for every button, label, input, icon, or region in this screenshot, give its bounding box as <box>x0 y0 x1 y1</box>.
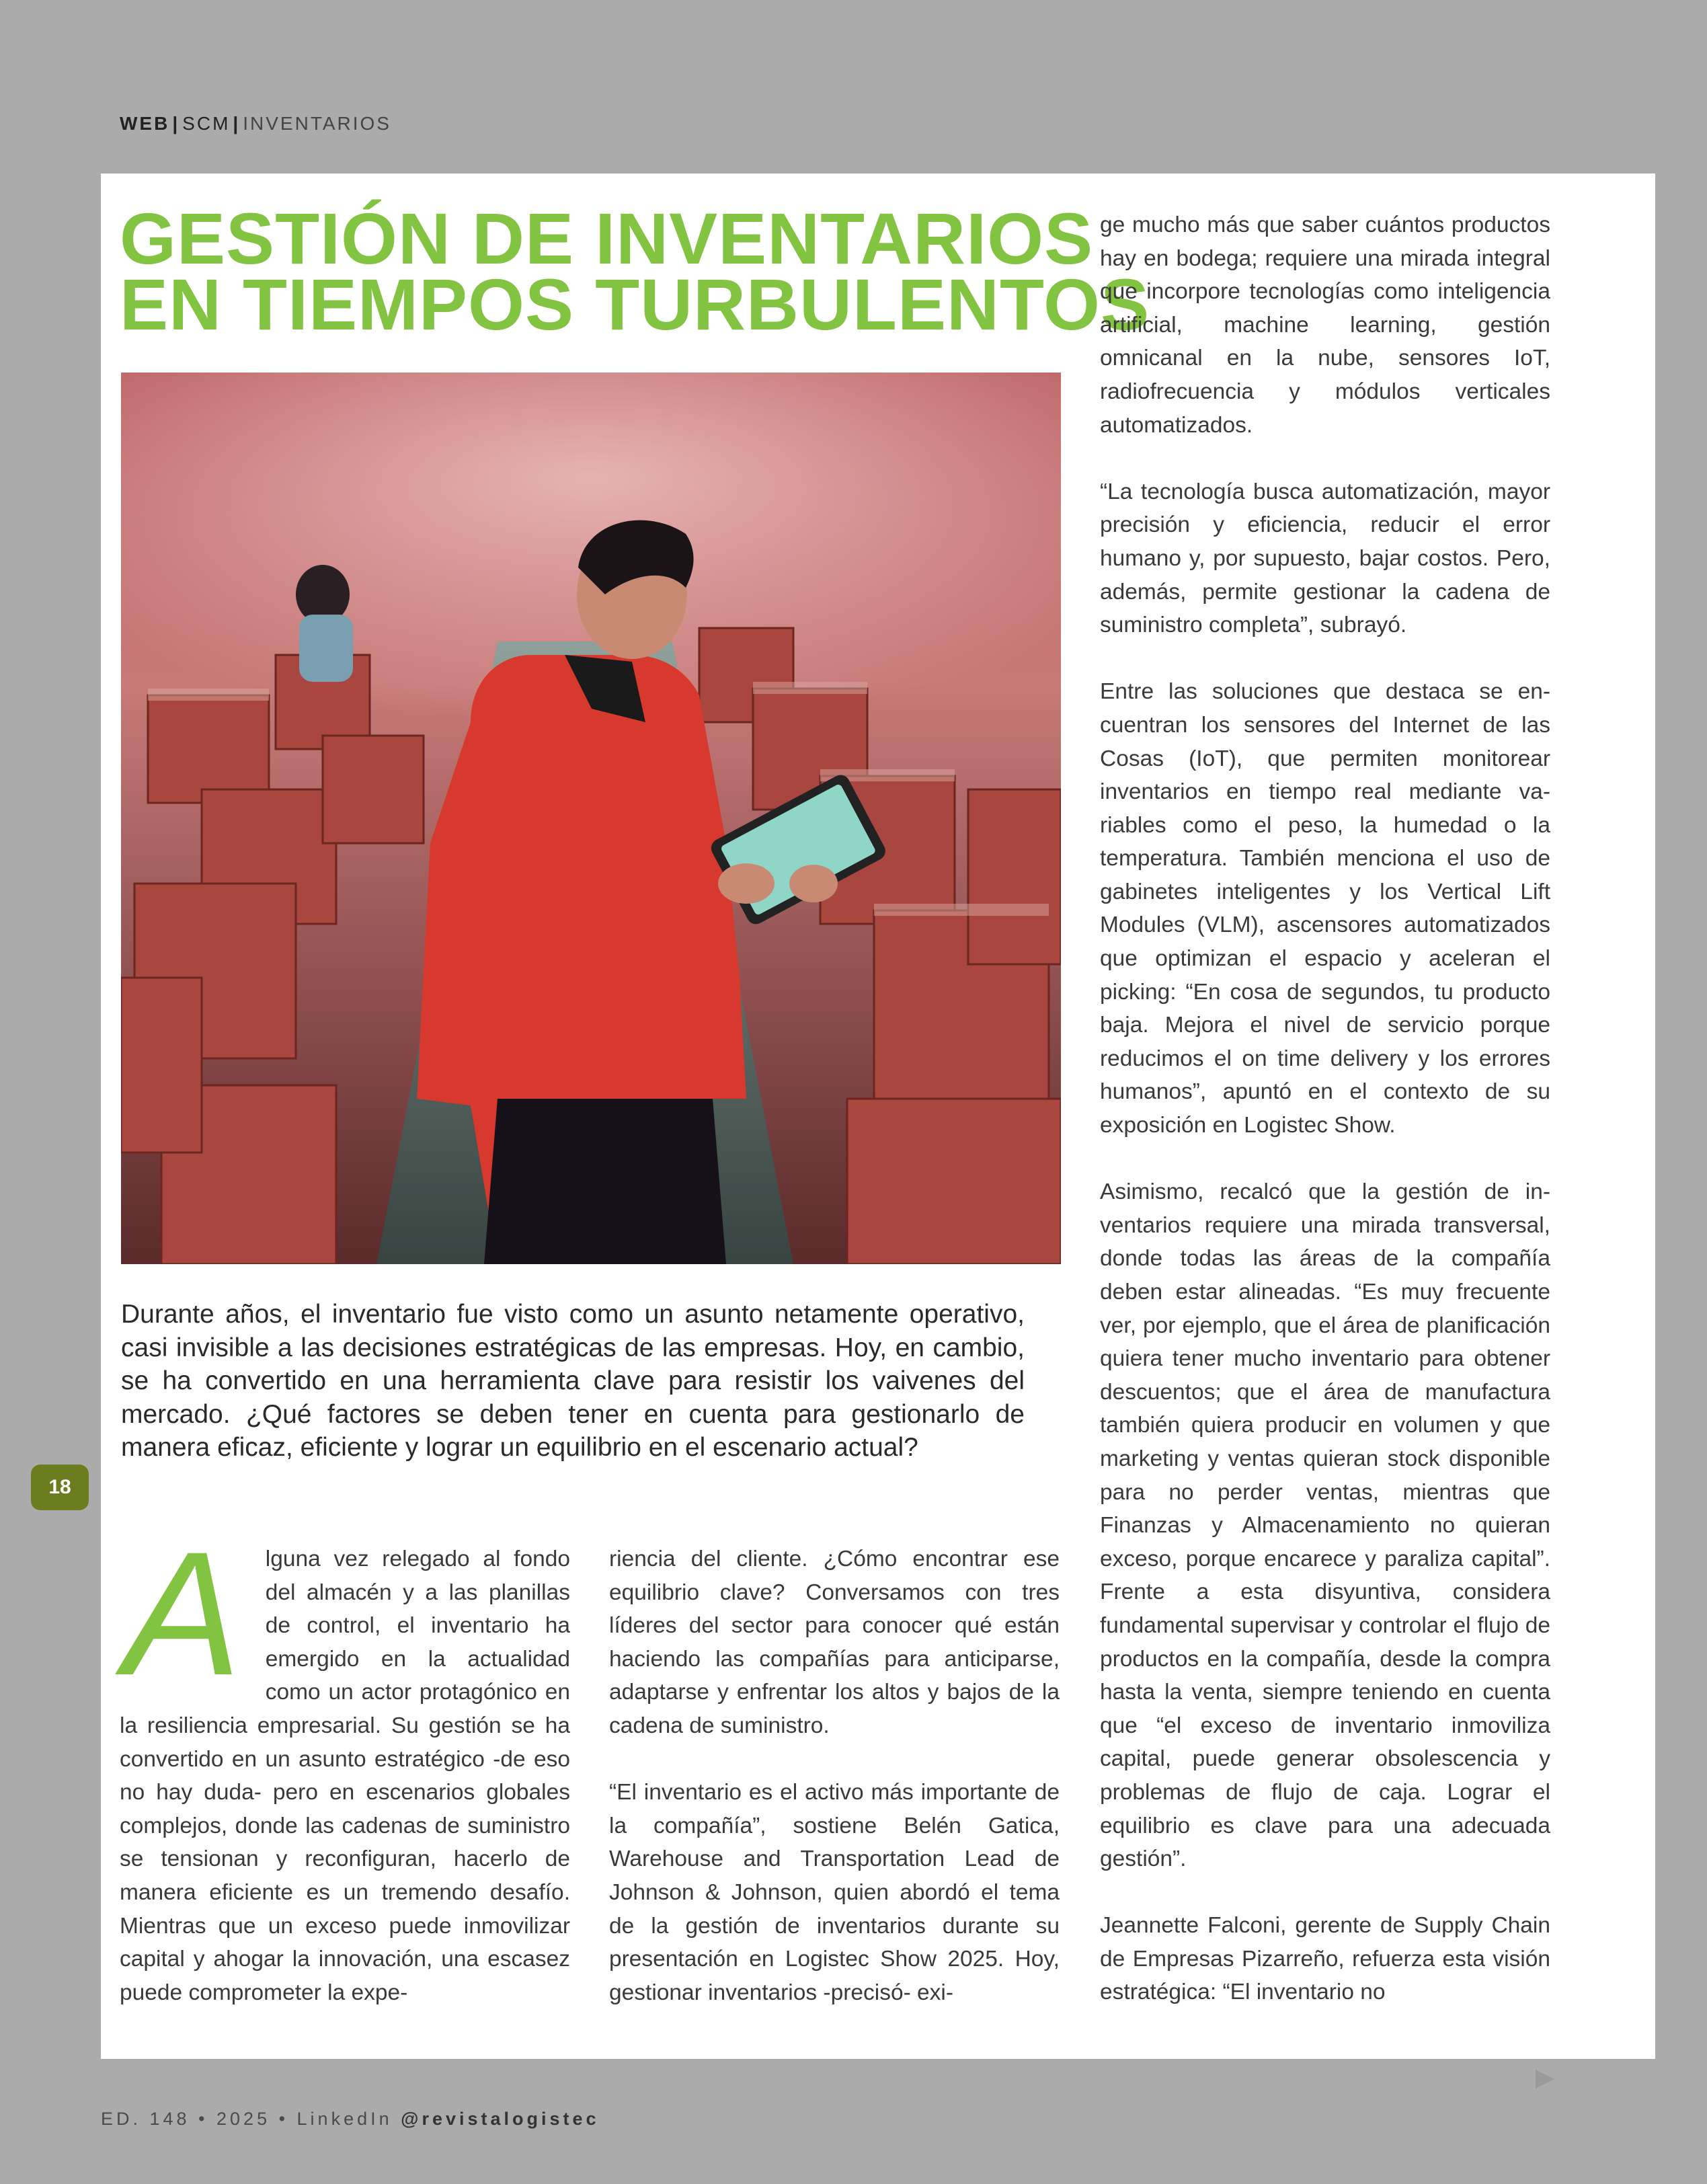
paragraph <box>120 1515 570 2009</box>
footer <box>101 2109 600 2130</box>
paragraph: Entre las soluciones que destaca se encuentran los sensores del Internet de las Cosas (IoT), que permiten monitorear inventarios en tiempo real mediante variables como el peso, la humedad o la temperatura. También menciona el uso de gabinetes inteligentes y los Vertical Lift Modules (VLM), ascensores automatizados que optimizan el espacio y aceleran el picking: “En cosa de segundos, tu producto baja. Mejora el nivel de servicio porque reducimos el on time delivery y los errores humanos”, apuntó en el contexto de su exposición en Logistec Show. <box>1100 679 1550 1138</box>
section-separator: | <box>172 113 180 134</box>
title-line-1: GESTIÓN DE INVENTARIOS <box>120 198 1094 279</box>
paragraph: ge mucho más que saber cuántos productos hay en bodega; requiere una mirada integral que incorpore tecnologías como inteligencia artificial, machine learning, gestión omnicanal en la nube, sensores IoT, radiofrecuencia y módulos verticales automatizados. <box>1100 212 1550 438</box>
article-column-1 <box>120 1515 570 2009</box>
article-lead: Durante años, el inventario fue visto como un asunto netamente operativo, casi invisible a las decisiones estratégicas de las empresas. Hoy, en cambio, se ha convertido en una herramienta clave para resistir los vaivenes del mercado. ¿Qué factores se deben tener en cuenta para gestionarlo de manera eficaz, eficiente y lograr un equilibrio en el escenario actual? <box>121 1300 1025 1462</box>
paragraph: “El inventario es el activo más importante de la compañía”, sostiene Belén Gatica, Warehouse and Transportation Lead de Johnson & Johnson, quien abordó el tema de la gestión de inventarios durante su presentación en Logistec Show 2025. Hoy, gestionar inventarios -precisó- exi- <box>609 1780 1060 2005</box>
section-separator-2: | <box>233 113 241 134</box>
article-column-3 <box>1100 208 1550 2009</box>
paragraph: Asimismo, recalcó que la gestión de inventarios requiere una mirada transversal, donde todas las áreas de la compañía deben estar alineadas. “Es muy frecuente ver, por ejemplo, que el área de planificación quiera tener mucho inventario para obtener descuentos; que el área de manufactura también quiera producir en volumen y que marketing y ventas quieran stock disponible para no perder ventas, mientras que Finanzas y Almacenamiento no quieran exceso, porque encarece y paraliza capital”. Frente a esta disyuntiva, considera fundamental supervisar y controlar el flujo de productos en la compañía, desde la compra hasta la venta, siempre teniendo en cuenta que “el exceso de inventario inmoviliza capital, puede generar obsolescencia y problemas de flujo de caja. Lograr el equilibrio es clave para una adecuada gestión”. <box>1100 1179 1550 1872</box>
section-web: WEB <box>120 113 170 134</box>
drop-cap: A <box>124 1515 241 1712</box>
paragraph: “La tecnología busca automatización, mayor precisión y eficiencia, reducir el error humano y, por supuesto, bajar costos. Pero, además, permite gestionar la cadena de suministro completa”, subrayó. <box>1100 479 1550 638</box>
warehouse-worker-photo <box>121 373 1061 1264</box>
section-breadcrumb <box>120 113 391 134</box>
article-title <box>120 198 1150 345</box>
title-line-2: EN TIEMPOS TURBULENTOS <box>120 264 1150 345</box>
paragraph: riencia del cliente. ¿Cómo encontrar ese equilibrio clave? Conversamos con tres líderes del sector para conocer qué están haciendo las compañías para anticiparse, adaptarse y enfrentar los altos y bajos de la cadena de suministro. <box>609 1547 1060 1738</box>
section-scm: SCM <box>182 113 231 134</box>
article-panel <box>101 173 1655 2059</box>
footer-handle: @revistalogistec <box>401 2109 600 2129</box>
page-number-badge: 18 <box>31 1465 89 1510</box>
footer-edition: ED. 148 • 2025 • LinkedIn <box>101 2109 401 2129</box>
paragraph: Jeannette Falconi, gerente de Supply Chain de Empresas Pizarreño, refuerza esta visión estratégica: “El inventario no <box>1100 1913 1550 2005</box>
section-inventarios: INVENTARIOS <box>243 113 391 134</box>
article-column-2 <box>609 1543 1060 2009</box>
paragraph-text: lguna vez relegado al fondo del almacén y a las planillas de control, el inventario ha emergido en la actualidad como un actor protagónico en la resiliencia empresarial. Su gestión se ha convertido en un asunto estratégico -de eso no hay duda- pero en escenarios globales complejos, donde las cadenas de suministro se tensionan y reconfiguran, hacerlo de manera eficiente es un tremendo desafío. Mientras que un exceso puede inmovilizar capital y ahogar la innovación, una escasez puede comprometer la expe- <box>120 1547 570 2005</box>
next-page-arrow-icon[interactable] <box>1532 2066 1558 2093</box>
